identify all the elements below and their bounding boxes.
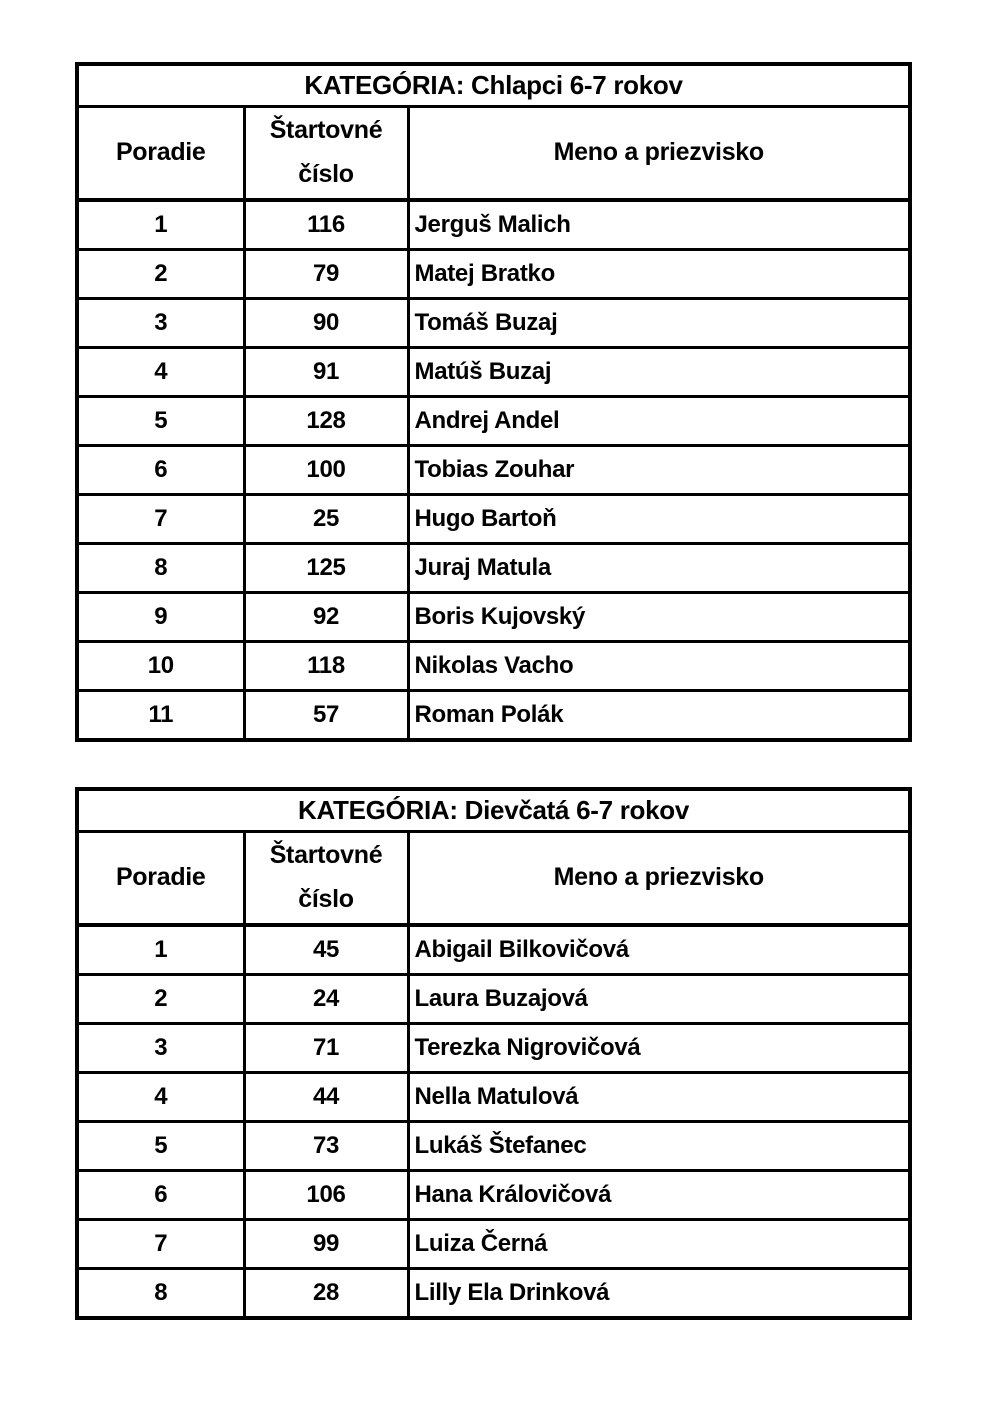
name-cell: Terezka Nigrovičová <box>408 1024 910 1073</box>
table-row <box>77 397 910 446</box>
rank-cell: 7 <box>77 495 244 544</box>
category-table-girls-6-7 <box>75 787 912 1320</box>
name-cell: Lukáš Štefanec <box>408 1122 910 1171</box>
table-header-row <box>77 107 910 201</box>
table-row <box>77 348 910 397</box>
start-number-cell: 118 <box>244 642 408 691</box>
start-number-cell: 57 <box>244 691 408 741</box>
name-cell: Juraj Matula <box>408 544 910 593</box>
rank-cell: 10 <box>77 642 244 691</box>
rank-cell: 5 <box>77 1122 244 1171</box>
start-number-cell: 44 <box>244 1073 408 1122</box>
rank-cell: 11 <box>77 691 244 741</box>
start-number-cell: 79 <box>244 250 408 299</box>
table-row <box>77 1220 910 1269</box>
start-number-cell: 45 <box>244 925 408 975</box>
table-row <box>77 925 910 975</box>
rank-cell: 6 <box>77 1171 244 1220</box>
table-row <box>77 544 910 593</box>
table-title: KATEGÓRIA: Chlapci 6-7 rokov <box>77 64 910 107</box>
rank-cell: 6 <box>77 446 244 495</box>
rank-cell: 4 <box>77 348 244 397</box>
start-number-cell: 90 <box>244 299 408 348</box>
table-title: KATEGÓRIA: Dievčatá 6-7 rokov <box>77 789 910 832</box>
start-number-cell: 106 <box>244 1171 408 1220</box>
table-row <box>77 642 910 691</box>
start-number-cell: 71 <box>244 1024 408 1073</box>
rank-cell: 1 <box>77 200 244 250</box>
start-number-cell: 125 <box>244 544 408 593</box>
rank-cell: 3 <box>77 299 244 348</box>
table-row <box>77 446 910 495</box>
rank-cell: 4 <box>77 1073 244 1122</box>
start-number-cell: 128 <box>244 397 408 446</box>
rank-cell: 9 <box>77 593 244 642</box>
name-cell: Laura Buzajová <box>408 975 910 1024</box>
name-cell: Abigail Bilkovičová <box>408 925 910 975</box>
rank-cell: 5 <box>77 397 244 446</box>
name-cell: Hugo Bartoň <box>408 495 910 544</box>
start-number-cell: 100 <box>244 446 408 495</box>
start-number-cell: 92 <box>244 593 408 642</box>
table-title-row <box>77 789 910 832</box>
table-gap <box>75 742 1000 787</box>
table-row <box>77 1024 910 1073</box>
start-number-cell: 73 <box>244 1122 408 1171</box>
table-row <box>77 1122 910 1171</box>
table-row <box>77 200 910 250</box>
col-header-poradie: Poradie <box>77 832 244 926</box>
name-cell: Nella Matulová <box>408 1073 910 1122</box>
table-row <box>77 1171 910 1220</box>
table-row <box>77 1073 910 1122</box>
table-row <box>77 691 910 741</box>
rank-cell: 7 <box>77 1220 244 1269</box>
name-cell: Luiza Černá <box>408 1220 910 1269</box>
name-cell: Nikolas Vacho <box>408 642 910 691</box>
name-cell: Lilly Ela Drinková <box>408 1269 910 1319</box>
name-cell: Matúš Buzaj <box>408 348 910 397</box>
start-number-cell: 25 <box>244 495 408 544</box>
start-number-cell: 28 <box>244 1269 408 1319</box>
name-cell: Boris Kujovský <box>408 593 910 642</box>
name-cell: Andrej Andel <box>408 397 910 446</box>
start-number-cell: 116 <box>244 200 408 250</box>
col-header-meno-a-priezvisko: Meno a priezvisko <box>408 832 910 926</box>
table-row <box>77 299 910 348</box>
name-cell: Tobias Zouhar <box>408 446 910 495</box>
col-header-poradie: Poradie <box>77 107 244 201</box>
start-number-cell: 91 <box>244 348 408 397</box>
rank-cell: 2 <box>77 975 244 1024</box>
rank-cell: 8 <box>77 1269 244 1319</box>
rank-cell: 8 <box>77 544 244 593</box>
table-row <box>77 975 910 1024</box>
table-row <box>77 1269 910 1319</box>
table-title-row <box>77 64 910 107</box>
start-number-cell: 24 <box>244 975 408 1024</box>
table-row <box>77 593 910 642</box>
category-table-boys-6-7 <box>75 62 912 742</box>
name-cell: Hana Královičová <box>408 1171 910 1220</box>
name-cell: Matej Bratko <box>408 250 910 299</box>
col-header-startovne-cislo: Štartovné číslo <box>244 107 408 201</box>
start-number-cell: 99 <box>244 1220 408 1269</box>
table-header-row <box>77 832 910 926</box>
rank-cell: 3 <box>77 1024 244 1073</box>
rank-cell: 2 <box>77 250 244 299</box>
col-header-startovne-cislo: Štartovné číslo <box>244 832 408 926</box>
rank-cell: 1 <box>77 925 244 975</box>
name-cell: Jerguš Malich <box>408 200 910 250</box>
table-row <box>77 250 910 299</box>
table-row <box>77 495 910 544</box>
name-cell: Tomáš Buzaj <box>408 299 910 348</box>
col-header-meno-a-priezvisko: Meno a priezvisko <box>408 107 910 201</box>
name-cell: Roman Polák <box>408 691 910 741</box>
